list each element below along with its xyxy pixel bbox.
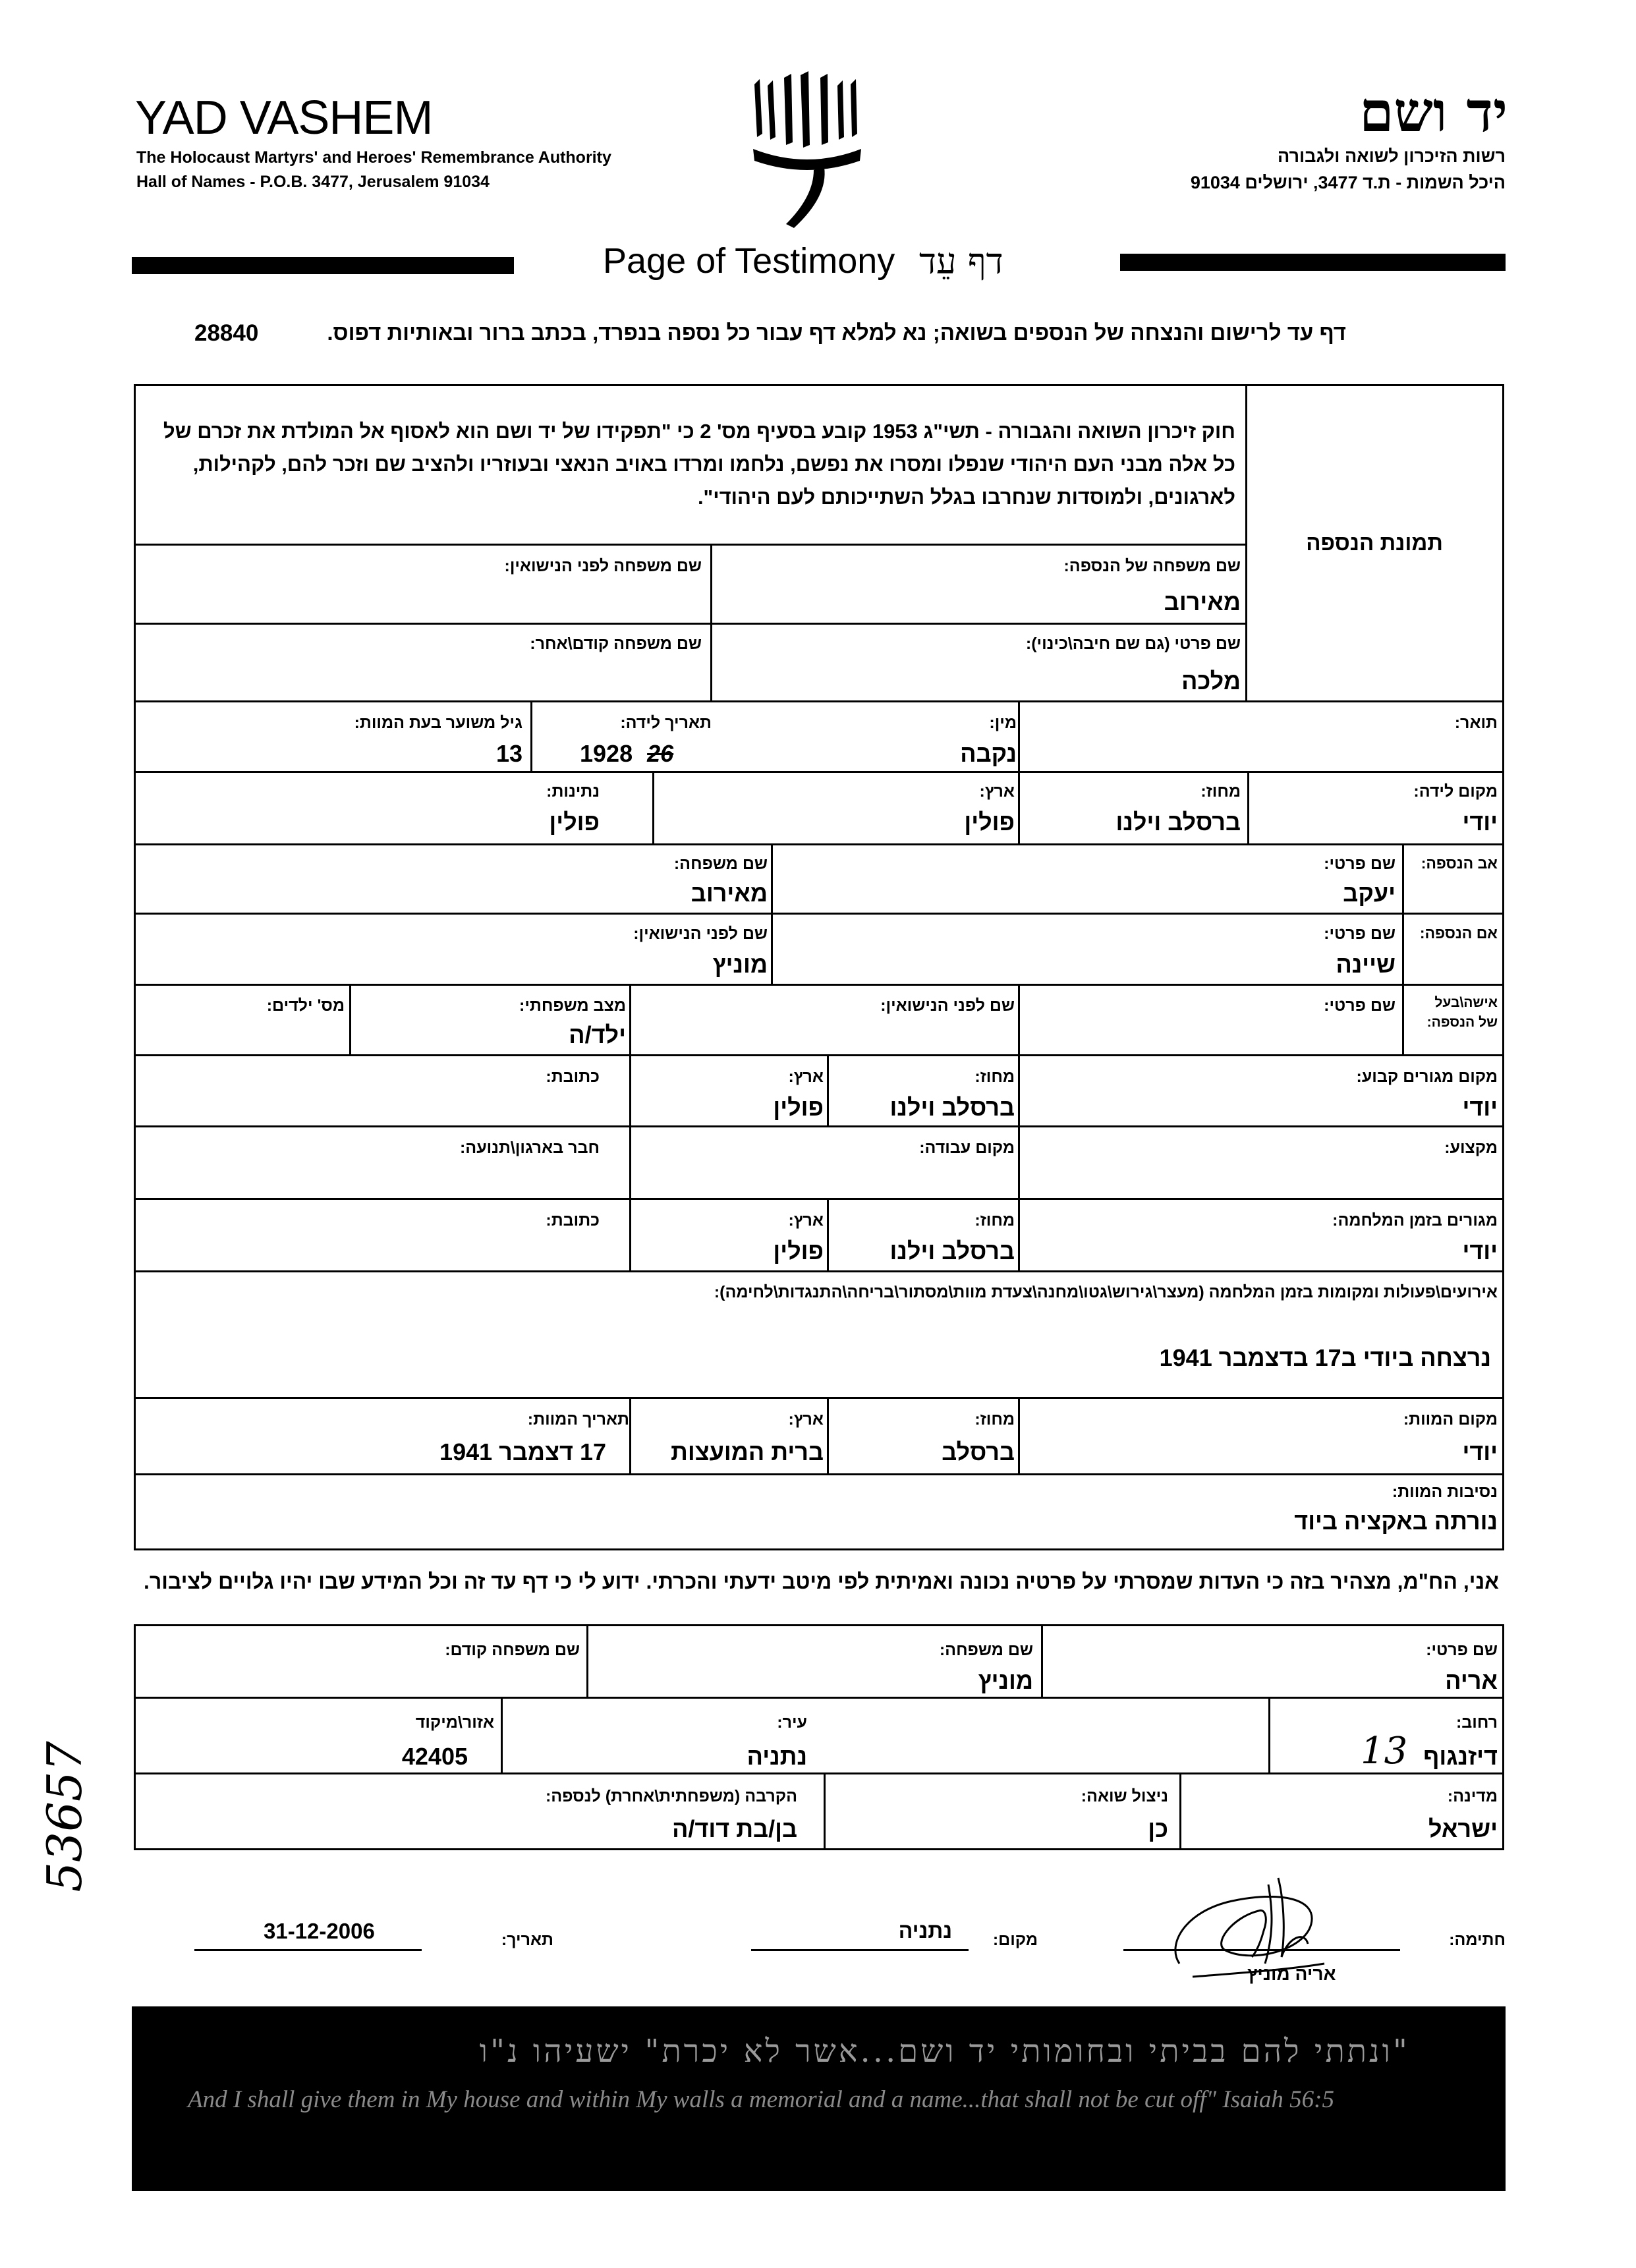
mother-maiden-value: מוניץ	[712, 951, 768, 978]
victim-birth-date-year: 1928	[580, 740, 633, 767]
law-text-line-2: כל אלה מבני העם היהודי שנפלו ומסרו את נפשם, נלחמו ומרדו באויב הנאצי ובעוזריו ולהציב שם וזכר להם, לקהילות,	[192, 453, 1235, 476]
death-country-label: ארץ:	[788, 1410, 824, 1429]
residence-place-label: מקום מגורים קבוע:	[1356, 1067, 1498, 1086]
birthplace-label: מקום לידה:	[1413, 782, 1498, 801]
witness-city-label: עיר:	[777, 1713, 807, 1732]
mother-first-name-value: שיינה	[1336, 951, 1396, 978]
survivor-label: ניצול שואה:	[1081, 1787, 1168, 1805]
footer-banner	[132, 2006, 1506, 2191]
org-subtitle-en: The Holocaust Martyrs' and Heroes' Remembrance Authority	[136, 148, 611, 167]
residence-address-label: כתובת:	[546, 1067, 600, 1086]
declaration-text: אני, הח"מ, מצהיר בזה כי העדות שמסרתי על פרטיה נכונה ואמיתית לפי מיטב ידעתי והכרתי. ידוע לי כי דף עד זה וכל המידע שבו יהיו גלויים לציבור.	[143, 1570, 1499, 1593]
residence-region-label: מחוז:	[974, 1067, 1015, 1086]
war-region-value: ברסלב וילנו	[889, 1237, 1015, 1264]
victim-age-value: 13	[495, 740, 522, 767]
relation-value: בן/בת דוד/ה	[672, 1815, 797, 1842]
place-value: נתניה	[898, 1919, 952, 1942]
page-title-he: דף עֵד	[919, 241, 1003, 282]
photo-area-label: תמונת הנספה	[1306, 530, 1443, 555]
death-date-label: תאריך המוות:	[527, 1410, 629, 1429]
org-name-en: YAD VASHEM	[135, 92, 433, 144]
victim-birth-date-label: תאריך לידה:	[620, 714, 712, 732]
witness-zip-value: 42405	[401, 1743, 468, 1770]
witness-first-name-label: שם פרטי:	[1426, 1641, 1498, 1659]
death-region-label: מחוז:	[974, 1410, 1015, 1429]
victim-first-name-label: שם פרטי (גם שם חיבה\כינוי):	[1025, 635, 1241, 653]
title-bar-right	[1120, 254, 1506, 271]
spouse-row-label-2: של הנספה:	[1426, 1015, 1498, 1030]
title-bar-left	[132, 257, 514, 274]
victim-gender-value: נקבה	[960, 740, 1017, 767]
witness-country-label: מדינה:	[1447, 1787, 1498, 1805]
war-residence-value: יודי	[1462, 1237, 1498, 1264]
war-address-label: כתובת:	[546, 1211, 600, 1230]
death-country-value: ברית המועצות	[671, 1438, 824, 1465]
spouse-row-label-1: אישה\בעל	[1434, 995, 1498, 1010]
victim-birth-date-value	[580, 740, 673, 768]
org-address-he: היכל השמות - ת.ד 3477, ירושלים 91034	[1190, 173, 1506, 192]
marital-status-label: מצב משפחתי:	[519, 996, 626, 1015]
war-country-value: פולין	[773, 1237, 824, 1264]
father-first-name-value: יעקב	[1343, 880, 1396, 907]
margin-note-number: 53657	[37, 1741, 92, 1892]
mother-maiden-label: שם לפני הנישואין:	[633, 924, 768, 943]
war-events-label: אירועים\פעולות ומקומות בזמן המלחמה (מעצר\גירוש\גטו\מחנה\צעדת מוות\מסתור\בריחה\התנגדות\לחימה):	[714, 1283, 1498, 1301]
workplace-label: מקום עבודה:	[919, 1139, 1015, 1157]
org-address-en: Hall of Names - P.O.B. 3477, Jerusalem 91034	[136, 173, 490, 191]
birth-country-value: פולין	[964, 808, 1015, 836]
war-events-value: נרצחה ביודי ב17 בדצמבר 1941	[1159, 1344, 1491, 1371]
birth-country-label: ארץ:	[979, 782, 1015, 801]
witness-city-value: נתניה	[747, 1743, 807, 1770]
birthplace-value: יודי	[1462, 808, 1498, 836]
mother-first-name-label: שם פרטי:	[1324, 924, 1396, 943]
death-circumstances-label: נסיבות המוות:	[1392, 1483, 1498, 1501]
father-row-label: אב הנספה:	[1421, 855, 1498, 872]
residence-country-label: ארץ:	[788, 1067, 824, 1086]
relation-label: הקרבה (משפחתית\אחרת) לנספה:	[545, 1787, 797, 1805]
death-place-label: מקום המוות:	[1403, 1410, 1498, 1429]
spouse-first-name-label: שם פרטי:	[1324, 996, 1396, 1015]
witness-street-label: רחוב:	[1455, 1713, 1498, 1732]
form-number: 28840	[194, 320, 259, 346]
yad-vashem-logo	[748, 71, 866, 229]
footer-quote-en: And I shall give them in My house and within My walls a memorial and a name...that shall not be cut off" Isaiah 56:5	[188, 2086, 1334, 2113]
witness-last-name-label: שם משפחה:	[939, 1641, 1033, 1659]
victim-age-label: גיל משוער בעת המוות:	[354, 714, 522, 732]
victim-prev-name-label: שם משפחה קודם\אחר:	[530, 635, 702, 653]
victim-title-label: תואר:	[1454, 714, 1498, 732]
victim-maiden-name-label: שם משפחה לפני הנישואין:	[504, 557, 702, 575]
birth-region-value: ברסלב וילנו	[1115, 808, 1241, 836]
victim-last-name-value: מאירוב	[1164, 588, 1241, 615]
law-text-line-1: חוק זיכרון השואה והגבורה - תשי"ג 1953 קובע בסעיף מס' 2 כי "תפקידו של יד ושם הוא לאסוף אל המולדת את זכרם של	[163, 420, 1235, 443]
witness-first-name-value: אריה	[1445, 1667, 1498, 1694]
page-title-en: Page of Testimony	[603, 241, 895, 281]
death-date-value: 17 דצמבר 1941	[439, 1438, 606, 1465]
footer-quote-he: "ונתתי להם בביתי ובחומותי יד ושם...אשר לא יכרת" ישעיהו נ"ו	[479, 2033, 1410, 2070]
death-place-value: יודי	[1462, 1438, 1498, 1465]
residence-region-value: ברסלב וילנו	[889, 1094, 1015, 1121]
org-subtitle-he: רשות הזיכרון לשואה ולגבורה	[1278, 146, 1506, 166]
witness-street-value: דיזנגוף	[1423, 1743, 1498, 1770]
date-value: 31-12-2006	[264, 1919, 375, 1943]
witness-zip-label: אזור\מיקוד	[415, 1713, 494, 1732]
survivor-value: כן	[1148, 1815, 1168, 1842]
signer-name: אריה מוניץ	[1247, 1964, 1336, 1984]
father-last-name-label: שם משפחה:	[673, 855, 768, 873]
nationality-label: נתינות:	[546, 782, 600, 801]
signature-label: חתימה:	[1449, 1931, 1506, 1949]
war-residence-label: מגורים בזמן המלחמה:	[1332, 1211, 1498, 1230]
date-label: תאריך:	[501, 1931, 553, 1949]
victim-last-name-label: שם משפחה של הנספה:	[1063, 557, 1241, 575]
father-first-name-label: שם פרטי:	[1324, 855, 1396, 873]
death-region-value: ברסלב	[942, 1438, 1015, 1465]
death-circumstances-value: נורתה באקציה ביוד	[1294, 1508, 1498, 1535]
victim-birth-date-crossed: 26	[647, 740, 674, 767]
law-text-line-3: לארגונים, ולמוסדות שנחרבו בגלל השתייכותם לעם היהודי".	[697, 486, 1235, 509]
mother-row-label: אם הנספה:	[1419, 924, 1498, 942]
witness-country-value: ישראל	[1428, 1815, 1498, 1842]
marital-status-value: ילד/ה	[569, 1021, 626, 1048]
witness-prev-name-label: שם משפחה קודם:	[445, 1641, 580, 1659]
org-name-he: יד ושם	[1359, 79, 1508, 144]
war-region-label: מחוז:	[974, 1211, 1015, 1230]
war-country-label: ארץ:	[788, 1211, 824, 1230]
occupation-label: מקצוע:	[1444, 1139, 1498, 1157]
children-count-label: מס' ילדים:	[266, 996, 345, 1015]
victim-first-name-value: מלכה	[1181, 667, 1241, 695]
organization-member-label: חבר בארגון\תנועה:	[459, 1139, 600, 1157]
spouse-maiden-label: שם לפני הנישואין:	[880, 996, 1015, 1015]
place-line	[751, 1949, 969, 1951]
witness-last-name-value: מוניץ	[978, 1667, 1033, 1694]
father-last-name-value: מאירוב	[691, 880, 768, 907]
place-label: מקום:	[992, 1931, 1038, 1949]
instructions-text: דף עד לרישום והנצחה של הנספים בשואה; נא למלא דף עבור כל נספה בנפרד, בכתב ברור ובאותיות דפוס.	[327, 320, 1346, 345]
date-line	[194, 1949, 422, 1951]
birth-region-label: מחוז:	[1200, 782, 1241, 801]
residence-country-value: פולין	[773, 1094, 824, 1121]
residence-place-value: יודי	[1462, 1094, 1498, 1121]
witness-street-number: 13	[1361, 1730, 1408, 1772]
nationality-value: פולין	[549, 808, 600, 836]
victim-gender-label: מין:	[989, 714, 1017, 732]
